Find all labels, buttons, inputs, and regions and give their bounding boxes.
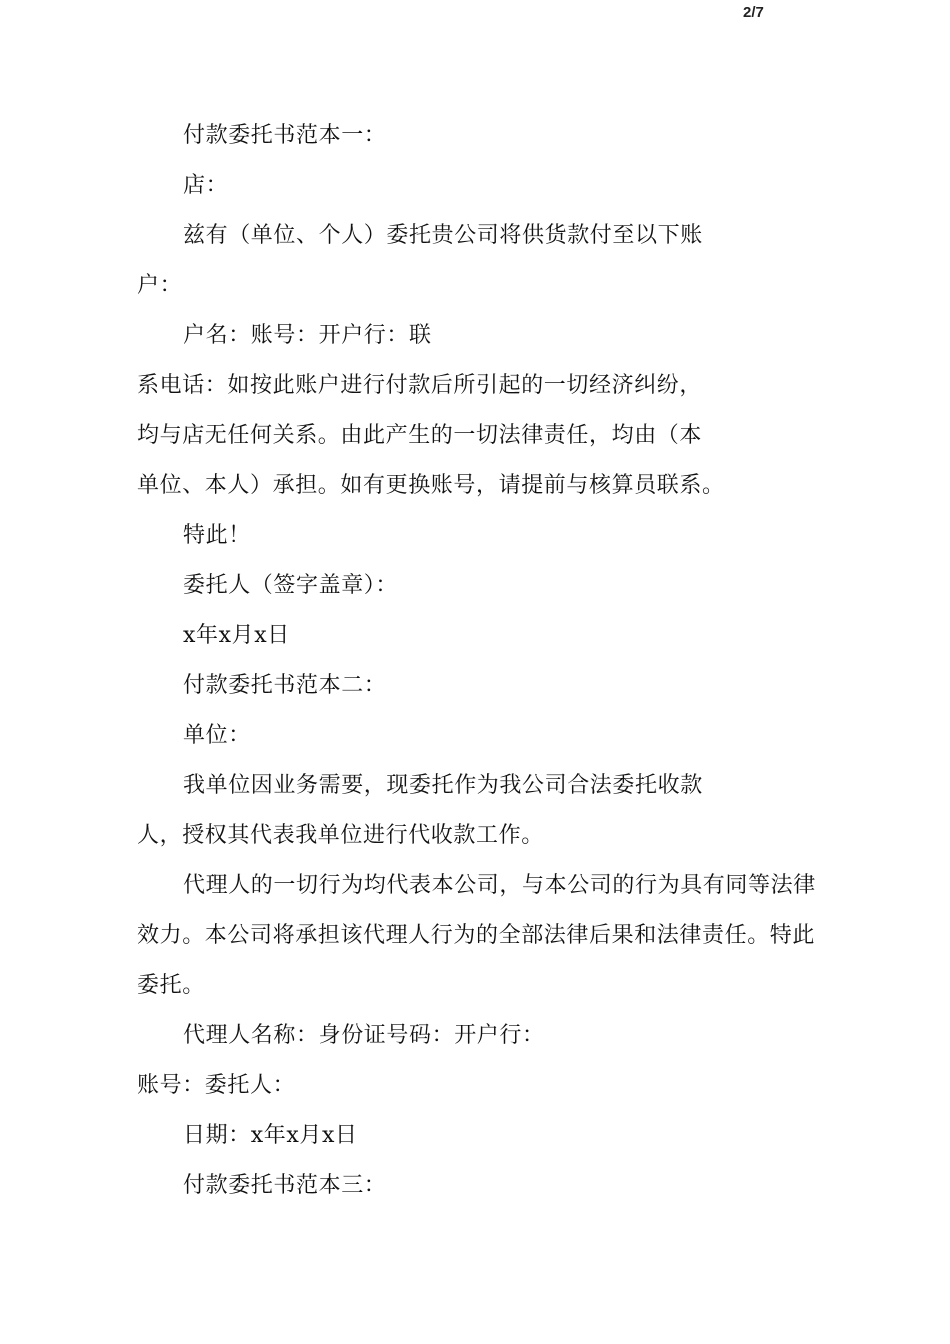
agent-fields-line: 代理人名称：身份证号码：开户行：: [183, 1023, 545, 1048]
date-line: 日期：x年x月x日: [183, 1123, 358, 1148]
paragraph-line: 单位、本人）承担。如有更换账号，请提前与核算员联系。: [137, 473, 725, 498]
unit-line: 单位：: [183, 723, 251, 748]
paragraph-line: 均与店无任何关系。由此产生的一切法律责任，均由（本: [137, 423, 703, 448]
paragraph-line: 兹有（单位、个人）委托贵公司将供货款付至以下账: [183, 223, 703, 248]
paragraph-line: 户：: [137, 273, 183, 298]
account-fields-line: 户名：账号：开户行：联: [183, 323, 432, 348]
paragraph-line: 委托。: [137, 973, 205, 998]
account-principal-line: 账号：委托人：: [137, 1073, 296, 1098]
sample-three-heading: 付款委托书范本三：: [183, 1173, 387, 1198]
sample-one-heading: 付款委托书范本一：: [183, 123, 387, 148]
date-line: x年x月x日: [183, 623, 290, 648]
paragraph-line: 效力。本公司将承担该代理人行为的全部法律后果和法律责任。特此: [137, 923, 816, 948]
store-line: 店：: [183, 173, 229, 198]
paragraph-line: 我单位因业务需要，现委托作为我公司合法委托收款: [183, 773, 703, 798]
closing-line: 特此！: [183, 523, 251, 548]
sample-two-heading: 付款委托书范本二：: [183, 673, 387, 698]
signature-line: 委托人（签字盖章）：: [183, 573, 399, 598]
paragraph-line: 人，授权其代表我单位进行代收款工作。: [137, 823, 544, 848]
page-number: 2/7: [743, 4, 764, 21]
paragraph-line: 代理人的一切行为均代表本公司，与本公司的行为具有同等法律: [183, 873, 816, 898]
paragraph-line: 系电话：如按此账户进行付款后所引起的一切经济纠纷，: [137, 373, 703, 398]
